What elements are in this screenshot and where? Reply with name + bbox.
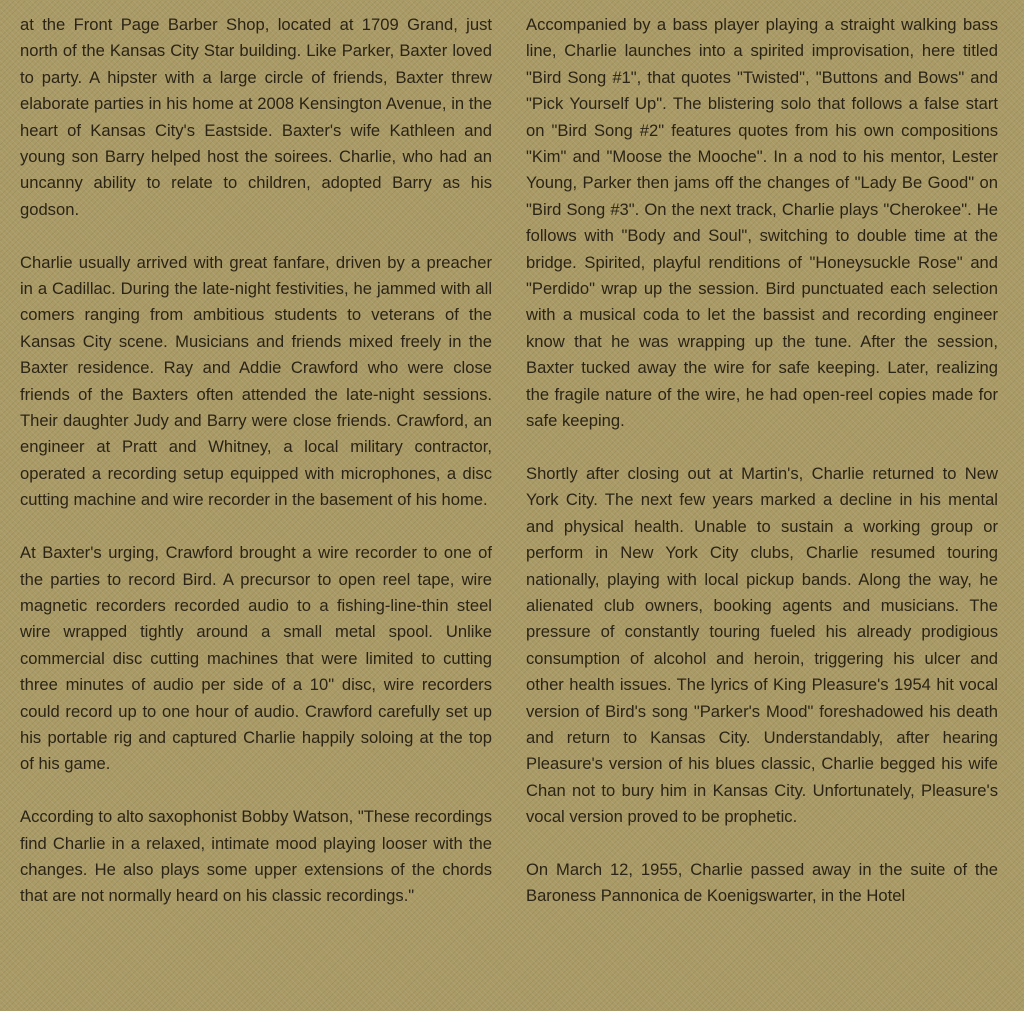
paragraph: According to alto saxophonist Bobby Watson, "These recordings find Charlie in a relaxed, intimate mood playing looser with the changes. He also plays some upper extensions of the chords that are not normally heard on his classic recordings." bbox=[20, 807, 492, 906]
right-text-column bbox=[526, 12, 998, 936]
paragraph: at the Front Page Barber Shop, located at 1709 Grand, just north of the Kansas City Star building. Like Parker, Baxter loved to party. A hipster with a large circle of friends, Baxter threw elaborate parties in his home at 2008 Kensington Avenue, in the heart of Kansas City's Eastside. Baxter's wife Kathleen and young son Barry helped host the soirees. Charlie, who had an uncanny ability to relate to children, adopted Barry as his godson. bbox=[20, 15, 492, 219]
paragraph: On March 12, 1955, Charlie passed away in the suite of the Baroness Pannonica de Koenigswarter, in the Hotel bbox=[526, 859, 998, 906]
paragraph: Shortly after closing out at Martin's, Charlie returned to New York City. The next few years marked a decline in his mental and physical health. Unable to sustain a working group or perform in New York City clubs, Charlie resumed touring nationally, playing with local pickup bands. Along the way, he alienated club owners, booking agents and musicians. The pressure of constantly touring fueled his already prodigious consumption of alcohol and heroin, triggering his ulcer and other health issues. The lyrics of King Pleasure's 1954 hit vocal version of Bird's song "Parker's Mood" foreshadowed his death and return to Kansas City. Understandably, after hearing Pleasure's version of his blues classic, Charlie begged his wife Chan not to bury him in Kansas City. Unfortunately, Pleasure's vocal version proved to be prophetic. bbox=[526, 463, 998, 827]
paragraph: At Baxter's urging, Crawford brought a wire recorder to one of the parties to record Bird. A precursor to open reel tape, wire magnetic recorders recorded audio to a fishing-line-thin steel wire wrapped tightly around a small metal spool. Unlike commercial disc cutting machines that were limited to cutting three minutes of audio per side of a 10" disc, wire recorders could record up to one hour of audio. Crawford carefully set up his portable rig and captured Charlie happily soloing at the top of his game. bbox=[20, 543, 492, 774]
left-text-column bbox=[20, 12, 492, 936]
paragraph: Charlie usually arrived with great fanfare, driven by a preacher in a Cadillac. During the late-night festivities, he jammed with all comers ranging from ambitious students to veterans of the Kansas City scene. Musicians and friends mixed freely in the Baxter residence. Ray and Addie Crawford who were close friends of the Baxters often attended the late-night sessions. Their daughter Judy and Barry were close friends. Crawford, an engineer at Pratt and Whitney, a local military contractor, operated a recording setup equipped with microphones, a disc cutting machine and wire recorder in the basement of his home. bbox=[20, 252, 492, 510]
paragraph: Accompanied by a bass player playing a straight walking bass line, Charlie launches into a spirited improvisation, here titled "Bird Song #1", that quotes "Twisted", "Buttons and Bows" and "Pick Yourself Up". The blistering solo that follows a false start on "Bird Song #2" features quotes from his own compositions "Kim" and "Moose the Mooche". In a nod to his mentor, Lester Young, Parker then jams off the changes of "Lady Be Good" on "Bird Song #3". On the next track, Charlie plays "Cherokee". He follows with "Body and Soul", switching to double time at the bridge. Spirited, playful renditions of "Honeysuckle Rose" and "Perdido" wrap up the session. Bird punctuated each selection with a musical coda to let the bassist and recording engineer know that he was wrapping up the tune. After the session, Baxter tucked away the wire for safe keeping. Later, realizing the fragile nature of the wire, he had open-reel copies made for safe keeping. bbox=[526, 15, 998, 431]
